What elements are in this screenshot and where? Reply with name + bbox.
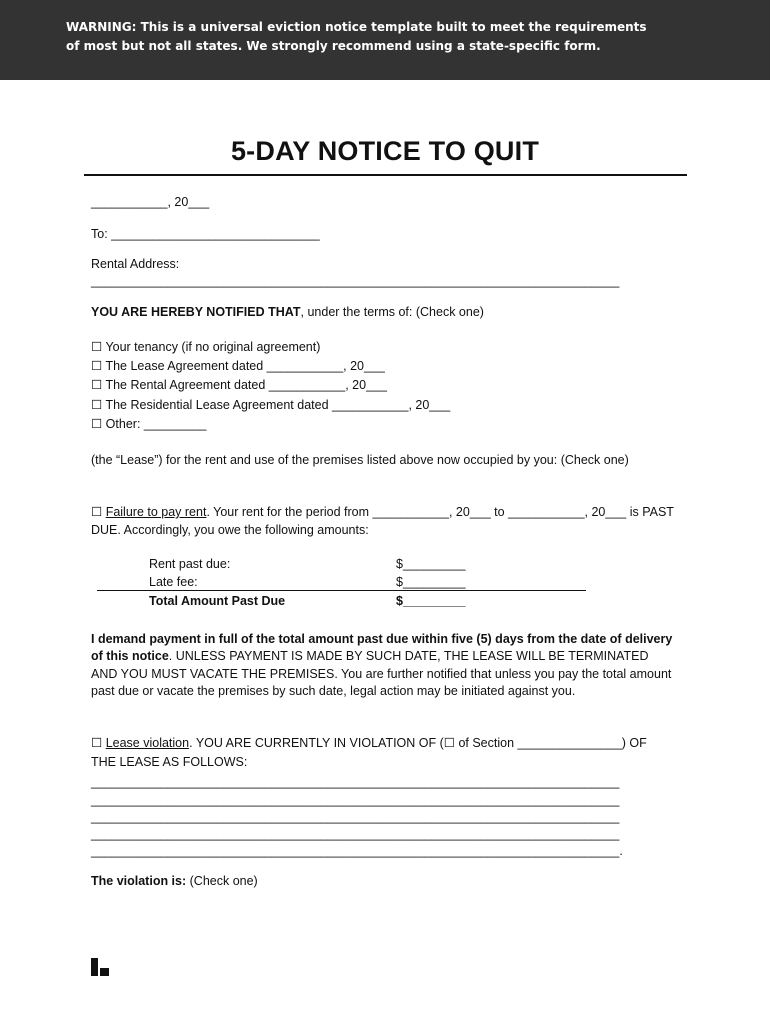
violation-blank-2[interactable]: ____________________________________________________________________________ bbox=[91, 793, 620, 807]
demand-line-3: AND YOU MUST VACATE THE PREMISES. You are further notified that unless you pay the total amount bbox=[91, 667, 672, 681]
rent-past-due-label: Rent past due: bbox=[149, 557, 231, 571]
option-tenancy[interactable]: ☐ Your tenancy (if no original agreement) bbox=[91, 340, 321, 354]
title-divider bbox=[84, 174, 687, 176]
violation-blank-3[interactable]: ____________________________________________________________________________ bbox=[91, 810, 620, 824]
violation-blank-5[interactable]: ____________________________________________________________________________. bbox=[91, 844, 623, 858]
option-other[interactable]: ☐ Other: _________ bbox=[91, 417, 207, 431]
notified-rest: , under the terms of: (Check one) bbox=[300, 305, 484, 319]
violation-is-bold: The violation is: bbox=[91, 874, 187, 888]
notified-statement bbox=[91, 304, 484, 320]
option-residential-lease[interactable]: ☐ The Residential Lease Agreement dated ___________, 20___ bbox=[91, 398, 451, 412]
warning-banner bbox=[0, 0, 770, 80]
total-value[interactable]: $_________ bbox=[396, 594, 466, 608]
failure-rest: . Your rent for the period from ___________, 20___ to ___________, 20___ is PAST bbox=[206, 505, 674, 519]
violation-label: Lease violation bbox=[105, 736, 190, 750]
violation-blank-1[interactable]: ____________________________________________________________________________ bbox=[91, 775, 620, 789]
option-rental-agreement[interactable]: ☐ The Rental Agreement dated ___________, 20___ bbox=[91, 378, 387, 392]
failure-line-2: DUE. Accordingly, you owe the following amounts: bbox=[91, 523, 369, 537]
demand-line-1: I demand payment in full of the total amount past due within five (5) days from the date of delivery bbox=[91, 632, 673, 646]
date-line[interactable]: ___________, 20___ bbox=[91, 195, 210, 209]
violation-blank-4[interactable]: ____________________________________________________________________________ bbox=[91, 827, 620, 841]
late-fee-label: Late fee: bbox=[149, 575, 198, 589]
warning-line-1: WARNING: This is a universal eviction notice template built to meet the requirements bbox=[66, 20, 647, 34]
to-line[interactable]: To: ______________________________ bbox=[91, 227, 320, 241]
rental-address-blank[interactable]: ____________________________________________________________________________ bbox=[91, 274, 620, 288]
failure-to-pay-line[interactable] bbox=[91, 504, 674, 520]
failure-label: Failure to pay rent bbox=[105, 505, 207, 519]
page-title: 5-DAY NOTICE TO QUIT bbox=[230, 136, 540, 166]
demand-rest-2: . UNLESS PAYMENT IS MADE BY SUCH DATE, THE LEASE WILL BE TERMINATED bbox=[168, 649, 649, 663]
violation-rest: . YOU ARE CURRENTLY IN VIOLATION OF (☐ of Section _______________) OF bbox=[189, 736, 647, 750]
violation-line-2: THE LEASE AS FOLLOWS: bbox=[91, 755, 248, 769]
lease-violation-line[interactable] bbox=[91, 735, 647, 751]
checkbox-icon[interactable]: ☐ bbox=[91, 505, 106, 519]
late-fee-value[interactable]: $_________ bbox=[396, 575, 466, 589]
lease-definition: (the “Lease”) for the rent and use of the premises listed above now occupied by you: (Check one) bbox=[91, 453, 629, 467]
warning-line-2: of most but not all states. We strongly recommend using a state-specific form. bbox=[66, 39, 601, 53]
rental-address-label: Rental Address: bbox=[91, 257, 180, 271]
option-lease-agreement[interactable]: ☐ The Lease Agreement dated ___________, 20___ bbox=[91, 359, 385, 373]
violation-is-rest: (Check one) bbox=[186, 874, 258, 888]
notified-bold: YOU ARE HEREBY NOTIFIED THAT bbox=[91, 305, 301, 319]
total-divider bbox=[97, 590, 586, 591]
violation-is-line bbox=[91, 873, 258, 889]
demand-bold-2: of this notice bbox=[91, 649, 169, 663]
total-label: Total Amount Past Due bbox=[149, 594, 286, 608]
demand-line-4: past due or vacate the premises by such date, legal action may be initiated against you. bbox=[91, 684, 576, 698]
demand-line-2 bbox=[91, 648, 649, 664]
checkbox-icon[interactable]: ☐ bbox=[91, 736, 106, 750]
rent-past-due-value[interactable]: $_________ bbox=[396, 557, 466, 571]
brand-logo-icon bbox=[91, 958, 109, 976]
